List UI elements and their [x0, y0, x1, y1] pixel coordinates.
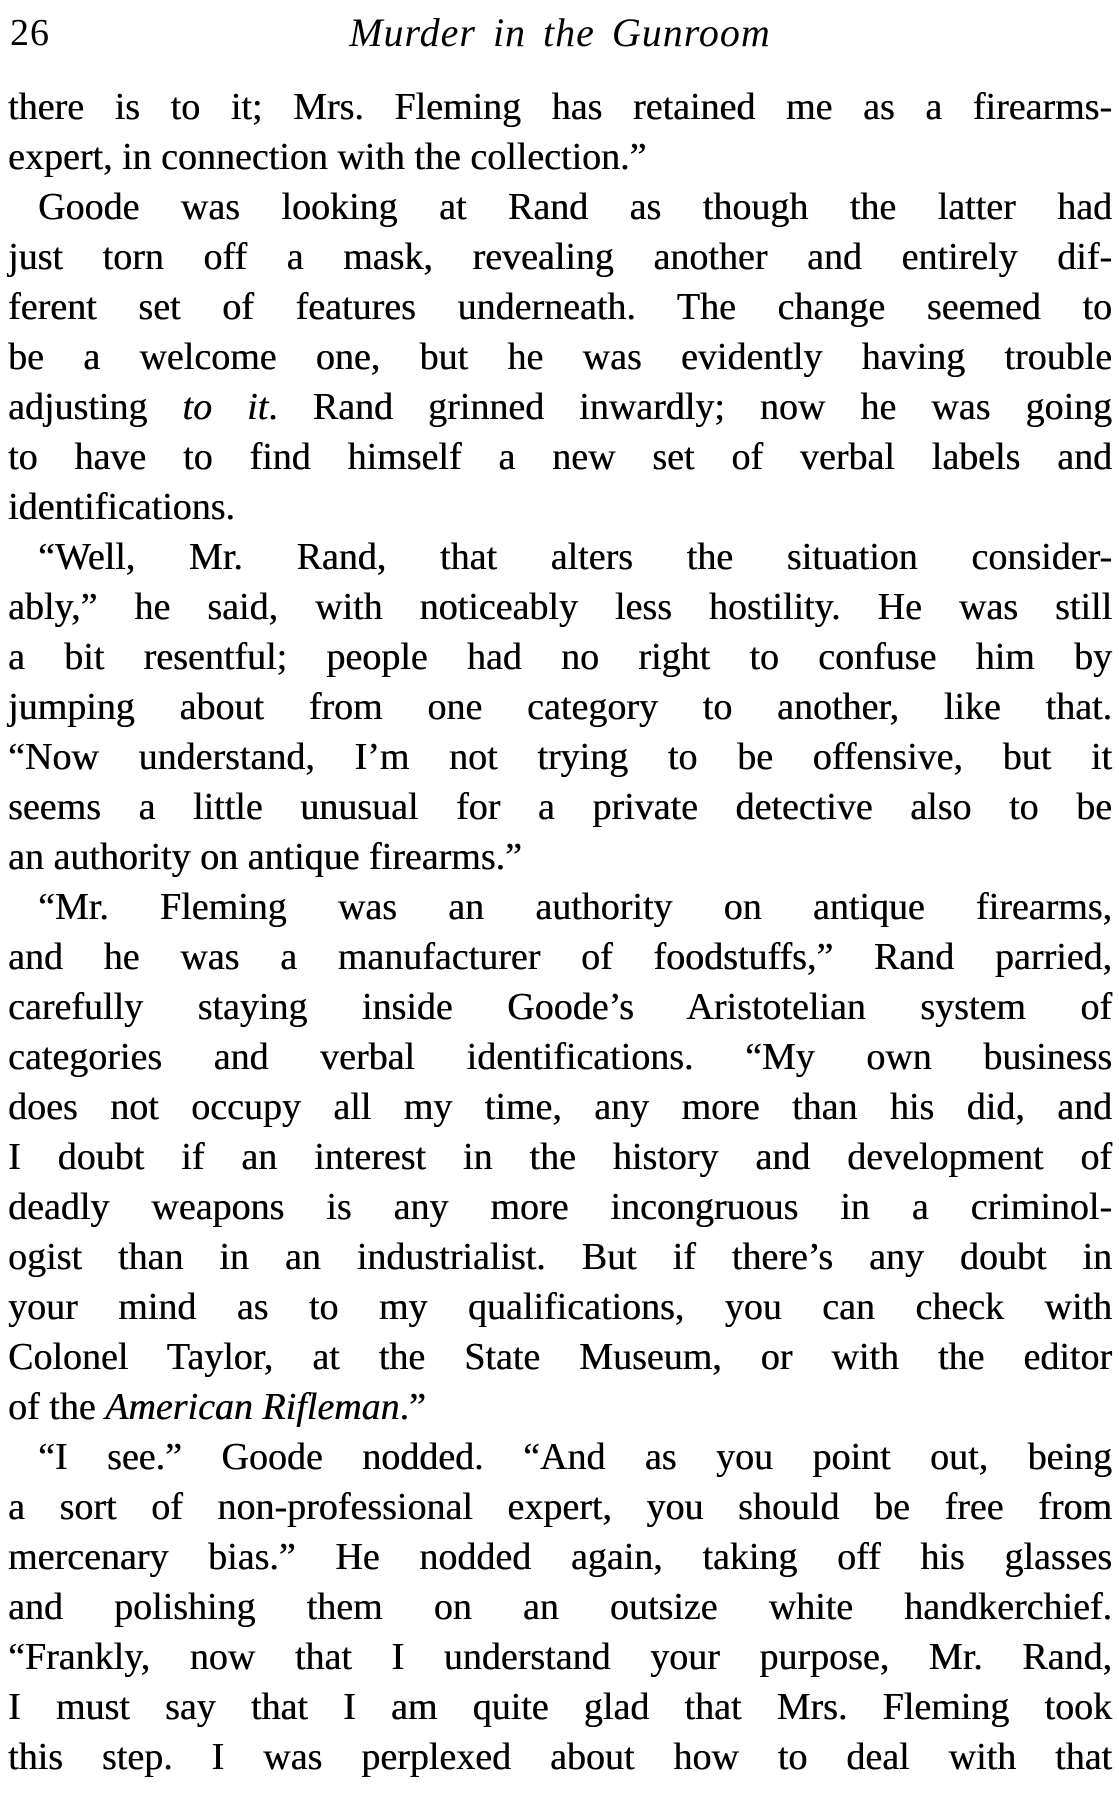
text-line: jumping about from one category to another, like that.: [8, 686, 1112, 728]
text-line: “Now understand, I’m not trying to be offensive, but it: [8, 736, 1112, 778]
text-line: and he was a manufacturer of foodstuffs,” Rand parried,: [8, 936, 1112, 978]
text-line: and polishing them on an outsize white handkerchief.: [8, 1586, 1112, 1628]
text-line: this step. I was perplexed about how to deal with that: [8, 1736, 1112, 1778]
text-line: does not occupy all my time, any more than his did, and: [8, 1086, 1112, 1128]
text-line: a sort of non-professional expert, you should be free from: [8, 1486, 1112, 1528]
text-line: I doubt if an interest in the history and development of: [8, 1136, 1112, 1178]
page-number: 26: [10, 12, 50, 54]
text-line: carefully staying inside Goode’s Aristotelian system of: [8, 986, 1112, 1028]
text-line: Goode was looking at Rand as though the latter had: [38, 186, 1112, 228]
text-line: Colonel Taylor, at the State Museum, or with the editor: [8, 1336, 1112, 1378]
text-line: ably,” he said, with noticeably less hostility. He was still: [8, 586, 1112, 628]
book-title: Murder in the Gunroom: [349, 10, 771, 55]
text-line: “I see.” Goode nodded. “And as you point out, being: [38, 1436, 1112, 1478]
text-line: deadly weapons is any more incongruous in a criminol-: [8, 1186, 1112, 1228]
text-line: adjusting to it. Rand grinned inwardly; now he was going: [8, 386, 1113, 428]
text-line: of the American Rifleman.”: [8, 1386, 426, 1428]
text-line: an authority on antique firearms.”: [8, 836, 522, 878]
text-line: there is to it; Mrs. Fleming has retained me as a firearms-: [8, 86, 1112, 128]
text-line: mercenary bias.” He nodded again, taking off his glasses: [8, 1536, 1112, 1578]
text-line: “Frankly, now that I understand your purpose, Mr. Rand,: [8, 1636, 1112, 1678]
text-line: seems a little unusual for a private detective also to be: [8, 786, 1112, 828]
text-line: your mind as to my qualifications, you can check with: [8, 1286, 1112, 1328]
page-body: [8, 82, 1112, 1782]
text-line: to have to find himself a new set of verbal labels and: [8, 436, 1112, 478]
text-line: expert, in connection with the collection.”: [8, 136, 647, 178]
text-line: identifications.: [8, 486, 235, 528]
text-line: “Mr. Fleming was an authority on antique firearms,: [38, 886, 1112, 928]
text-line: “Well, Mr. Rand, that alters the situation consider-: [38, 536, 1112, 578]
text-line: be a welcome one, but he was evidently having trouble: [8, 336, 1112, 378]
text-line: a bit resentful; people had no right to confuse him by: [8, 636, 1112, 678]
text-line: categories and verbal identifications. “My own business: [8, 1036, 1112, 1078]
text-line: ogist than in an industrialist. But if there’s any doubt in: [8, 1236, 1112, 1278]
text-line: ferent set of features underneath. The change seemed to: [8, 286, 1112, 328]
text-line: I must say that I am quite glad that Mrs. Fleming took: [8, 1686, 1112, 1728]
page-header: [8, 8, 1112, 58]
text-line: just torn off a mask, revealing another and entirely dif-: [8, 236, 1112, 278]
